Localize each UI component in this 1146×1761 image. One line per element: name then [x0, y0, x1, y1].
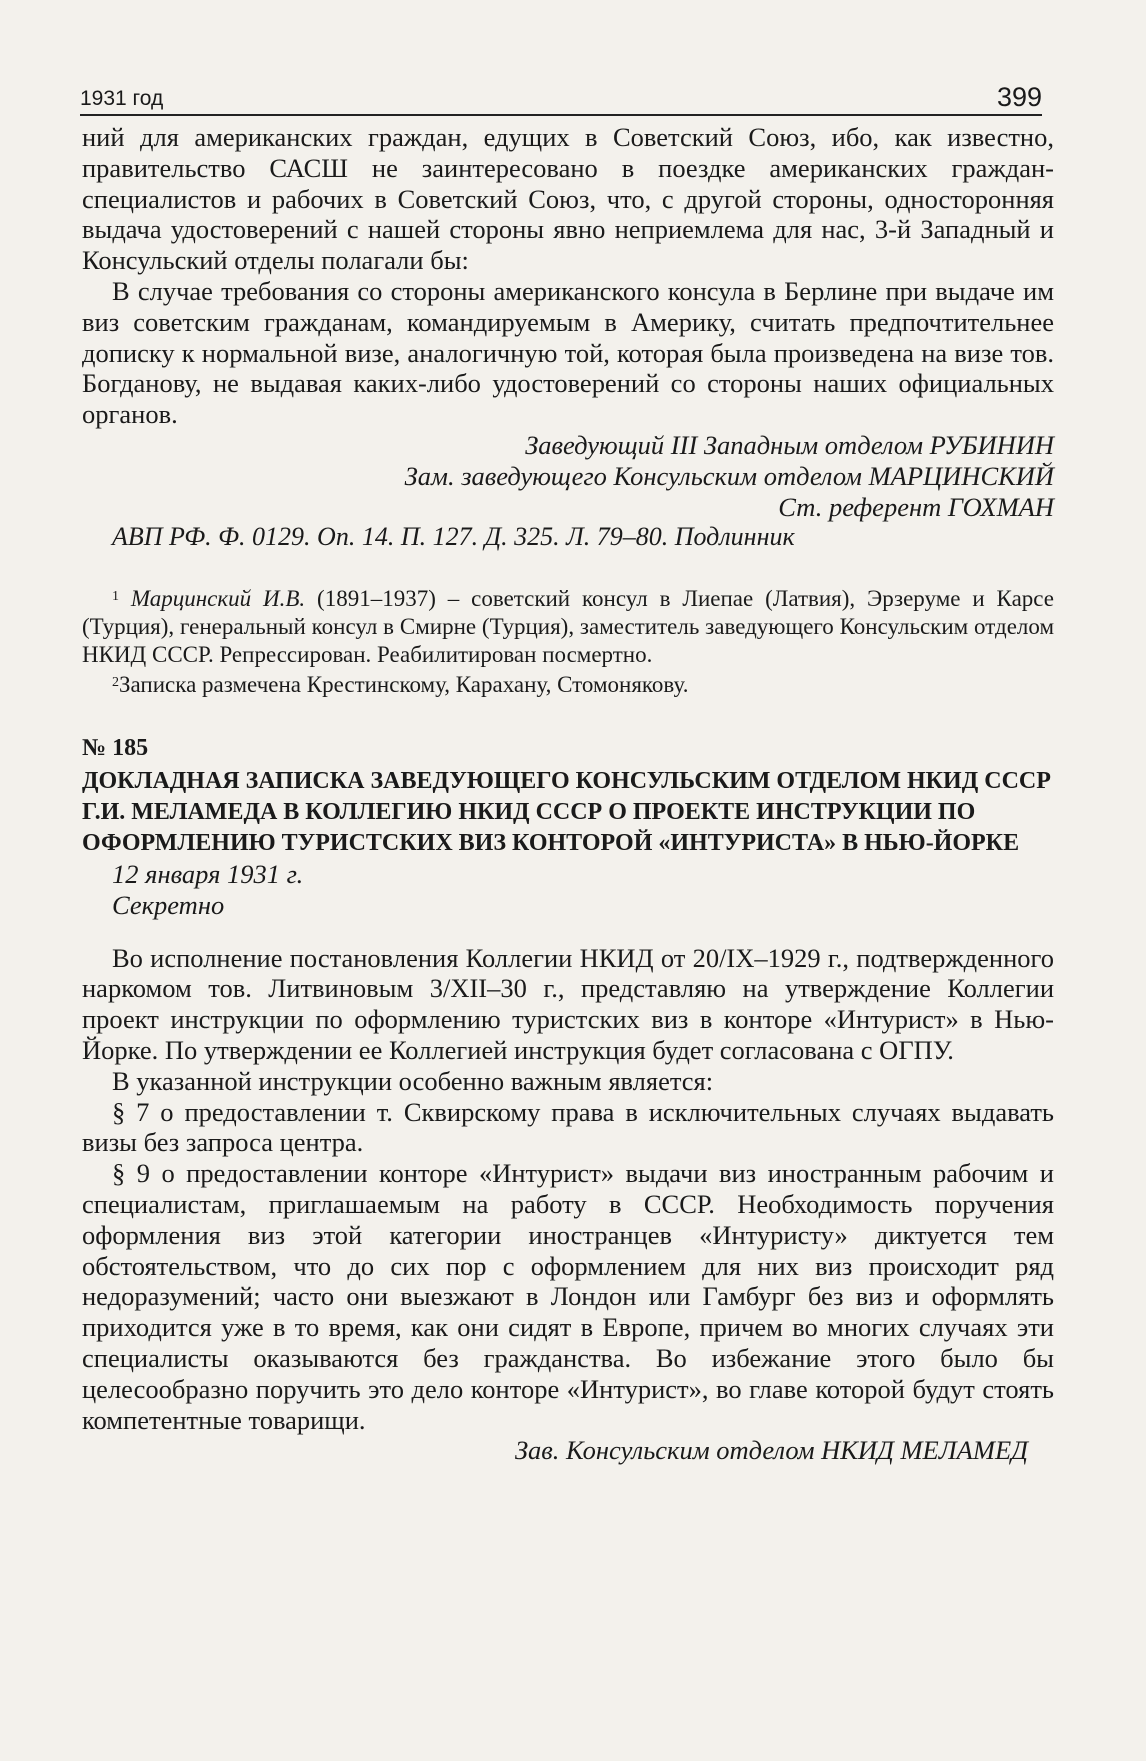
signature-gokhman: Ст. референт ГОХМАН [778, 491, 1054, 522]
document-title: ДОКЛАДНАЯ ЗАПИСКА ЗАВЕДУЮЩЕГО КОНСУЛЬСКИМ ОТДЕЛОМ НКИД СССР Г.И. МЕЛАМЕДА В КОЛЛЕГИЮ НКИД СССР О ПРОЕКТЕ ИНСТРУКЦИИ ПО ОФОРМЛЕНИЮ ТУРИСТСКИХ ВИЗ КОНТОРОЙ «ИНТУРИСТА» В НЬЮ-ЙОРКЕ [82, 767, 1051, 856]
document-date: 12 января 1931 г. [112, 858, 304, 889]
signature-melamed: Зав. Консульским отделом НКИД МЕЛАМЕД [514, 1435, 1028, 1466]
page-header [80, 84, 1042, 116]
signature-martsinsky: Зам. заведующего Консульским отделом МАРЦИНСКИЙ [404, 460, 1054, 491]
document-paragraph: В указанной инструкции особенно важным является: [112, 1065, 714, 1096]
page-number: 399 [996, 82, 1042, 112]
footnote-2-text: Записка размечена Крестинскому, Карахану, Стомонякову. [119, 672, 689, 698]
proposal-paragraph: В случае требования со стороны американского консула в Берлине при выдаче им виз советским гражданам, командируемым в Америку, считать предпочтительнее дописку к нормальной визе, аналогичную той, которая была произведена на визе тов. Богданову, не выдавая каких-либо удостоверений со стороны наших официальных органов. [82, 275, 1054, 430]
footnote-2 [82, 669, 1054, 699]
document-classification: Секретно [112, 889, 225, 920]
document-paragraph: § 7 о предоставлении т. Сквирскому права в исключительных случаях выдавать визы без запроса центра. [82, 1096, 1054, 1158]
footnotes [82, 583, 1054, 699]
document-paragraph: § 9 о предоставлении конторе «Интурист» выдачи виз иностранным рабочим и специалистам, приглашаемым на работу в СССР. Необходимость поручения оформления виз этой категории иностранцев «Интуристу» диктуется тем обстоятельством, что до сих пор с оформлением для них виз происходит ряд недоразумений; часто они выезжают в Лондон или Гамбург без виз и оформлять приходится уже в то время, как они сидят в Европе, причем во многих случаях эти специалисты оказываются без гражданства. Во избежание этого было бы целесообразно поручить это дело конторе «Интурист», во главе которой будут стоять компетентные товарищи. [82, 1158, 1054, 1435]
intro-paragraph: ний для американских граждан, едущих в Советский Союз, ибо, как известно, правительство САСШ не заинтересовано в поездке американских граждан-специалистов и рабочих в Советский Союз, что, с другой стороны, односторонняя выдача удостоверений с нашей стороны явно неприемлема для нас, 3-й Западный и Консульский отделы полагали бы: [82, 122, 1054, 276]
document-body [82, 943, 1054, 1436]
footnote-1-mark: 1 [112, 589, 119, 605]
document-number: № 185 [82, 735, 149, 762]
page-body [82, 122, 1054, 1466]
footnote-2-mark: 2 [112, 675, 119, 691]
document-paragraph: Во исполнение постановления Коллегии НКИД от 20/IX–1929 г., подтвержденного наркомом тов. Литвиновым 3/XII–30 г., представляю на утверждение Коллегии проект инструкции по оформлению туристских виз в конторе «Интурист» в Нью-Йорке. По утверждении ее Коллегией инструкция будет согласована с ОГПУ. [82, 942, 1054, 1065]
footnote-1-name: Марцинский И.В. [130, 586, 306, 612]
footnote-1 [82, 583, 1054, 669]
archive-reference: АВП РФ. Ф. 0129. Оп. 14. П. 127. Д. 325. Л. 79–80. Подлинник [112, 522, 795, 552]
footnote-1-text: (1891–1937) – советский консул в Лиепае (Латвия), Эрзеруме и Карсе (Турция), генеральный консул в Смирне (Турция), заместитель заведующего Консульским отделом НКИД СССР. Репрессирован. Реабилитирован посмертно. [82, 586, 1054, 668]
running-head: 1931 год [80, 87, 164, 110]
signature-rubinin: Заведующий III Западным отделом РУБИНИН [525, 429, 1054, 460]
